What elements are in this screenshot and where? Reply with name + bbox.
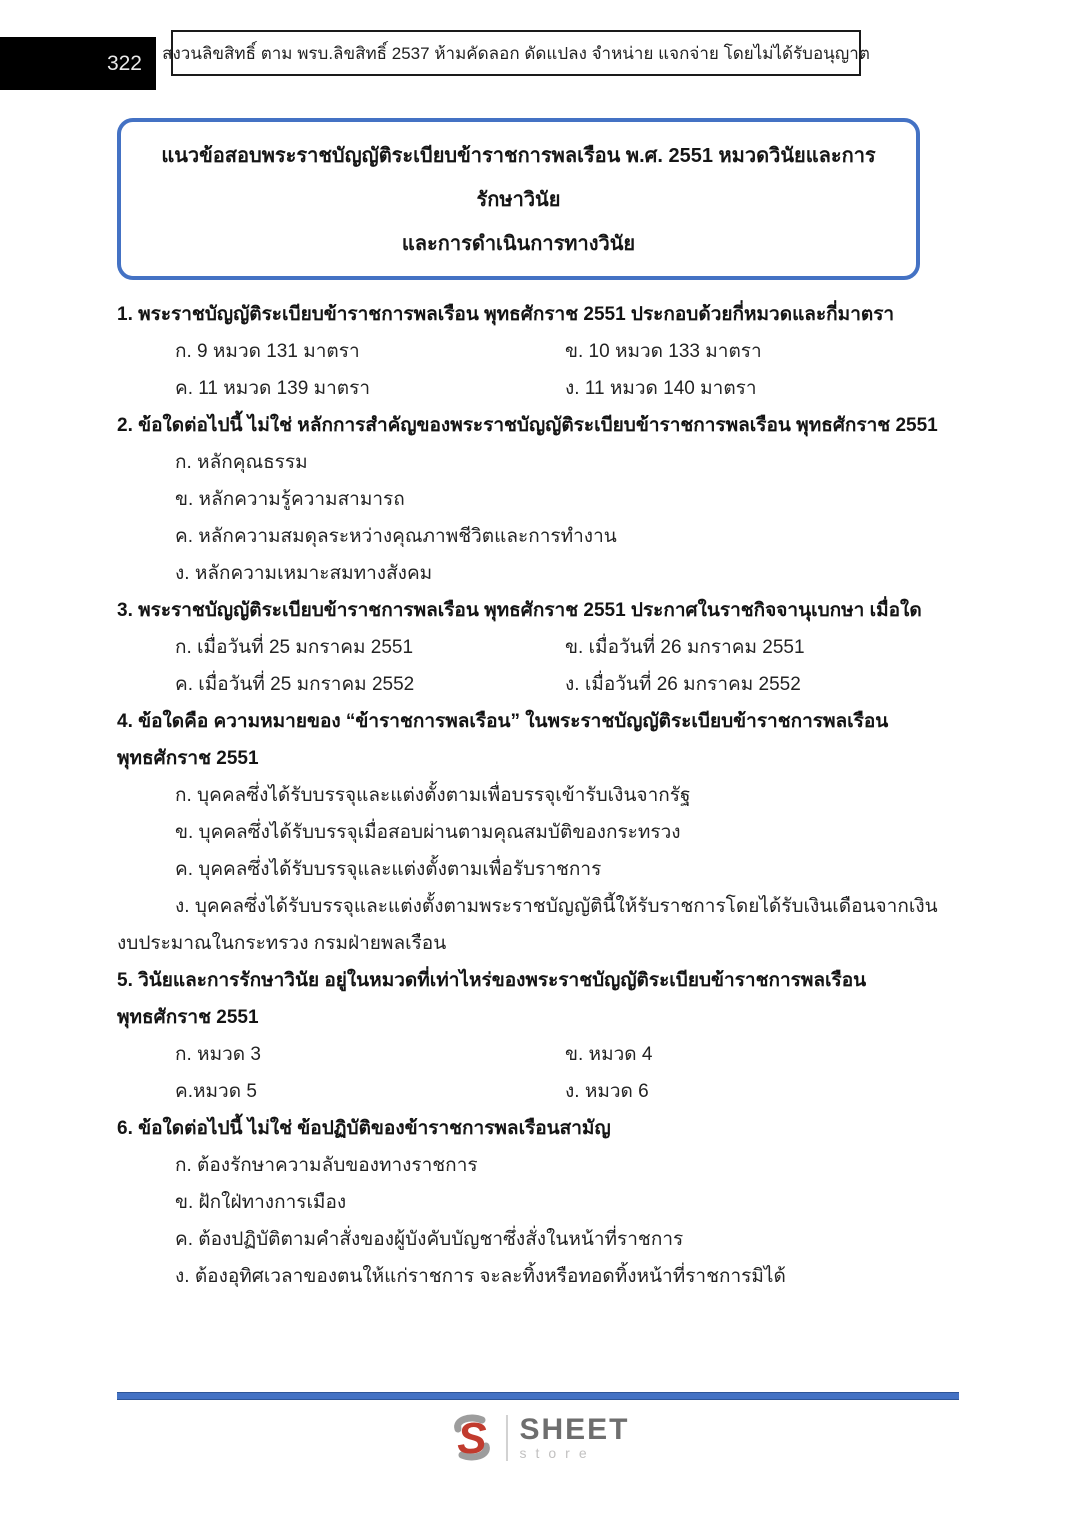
question-text: 4. ข้อใดคือ ความหมายของ “ข้าราชการพลเรือน” ในพระราชบัญญัติระเบียบข้าราชการพลเรือน พุทธศักราช 2551 <box>117 711 889 769</box>
option-b: ข. บุคคลซึ่งได้รับบรรจุเมื่อสอบผ่านตามคุณสมบัติของกระทรวง <box>175 822 681 843</box>
options-list <box>117 629 958 703</box>
question-text: 3. พระราชบัญญัติระเบียบข้าราชการพลเรือน พุทธศักราช 2551 ประกาศในราชกิจจานุเบกษา เมื่อใด <box>117 600 922 621</box>
option-c: ค. ต้องปฏิบัติตามคำสั่งของผู้บังคับบัญชาซึ่งสั่งในหน้าที่ราชการ <box>175 1229 684 1250</box>
page-number-box <box>0 37 156 90</box>
question-4 <box>117 703 958 962</box>
option-a: ก. หมวด 3 <box>175 1044 261 1065</box>
question-text: 2. ข้อใดต่อไปนี้ ไม่ใช่ หลักการสำคัญของพระราชบัญญัติระเบียบข้าราชการพลเรือน พุทธศักราช 2551 <box>117 415 938 436</box>
sheetstore-s-icon <box>445 1412 497 1464</box>
document-body <box>117 118 958 1295</box>
question-1 <box>117 296 958 407</box>
option-b: ข. หมวด 4 <box>565 1044 653 1065</box>
option-a: ก. เมื่อวันที่ 25 มกราคม 2551 <box>175 637 414 658</box>
option-c: ค. เมื่อวันที่ 25 มกราคม 2552 <box>175 674 415 695</box>
options-list <box>117 333 958 407</box>
options-list <box>117 1147 958 1295</box>
options-list <box>117 1036 958 1110</box>
option-c: ค. หลักความสมดุลระหว่างคุณภาพชีวิตและการทำงาน <box>175 526 617 547</box>
exam-title-box <box>117 118 920 280</box>
question-2 <box>117 407 958 592</box>
option-b: ข. หลักความรู้ความสามารถ <box>175 489 405 510</box>
logo-wordmark <box>519 1415 629 1461</box>
option-d: ง. ต้องอุทิศเวลาของตนให้แก่ราชการ จะละทิ้งหรือทอดทิ้งหน้าที่ราชการมิได้ <box>175 1266 786 1287</box>
option-b: ข. ฝักใฝ่ทางการเมือง <box>175 1192 347 1213</box>
footer-divider-line <box>117 1392 959 1400</box>
logo-sub-text: store <box>519 1445 596 1461</box>
option-d: ง. 11 หมวด 140 มาตรา <box>565 378 757 399</box>
exam-title-line1: แนวข้อสอบพระราชบัญญัติระเบียบข้าราชการพลเรือน พ.ศ. 2551 หมวดวินัยและการรักษาวินัย <box>161 145 876 211</box>
option-a: ก. บุคคลซึ่งได้รับบรรจุและแต่งตั้งตามเพื่อบรรจุเข้ารับเงินจากรัฐ <box>175 785 691 806</box>
option-a: ก. หลักคุณธรรม <box>175 452 308 473</box>
option-a: ก. 9 หมวด 131 มาตรา <box>175 341 360 362</box>
option-d: ง. หลักความเหมาะสมทางสังคม <box>175 563 433 584</box>
sheetstore-logo <box>445 1412 629 1464</box>
copyright-text: สงวนลิขสิทธิ์ ตาม พรบ.ลิขสิทธิ์ 2537 ห้ามคัดลอก ดัดแปลง จำหน่าย แจกจ่าย โดยไม่ได้รับอนุญาต <box>162 43 870 63</box>
question-text: 6. ข้อใดต่อไปนี้ ไม่ใช่ ข้อปฏิบัติของข้าราชการพลเรือนสามัญ <box>117 1118 611 1139</box>
svg-text:S: S <box>456 1414 487 1463</box>
options-list <box>117 444 958 592</box>
logo-brand-text: SHEET <box>519 1413 630 1446</box>
question-6 <box>117 1110 958 1295</box>
question-3 <box>117 592 958 703</box>
option-d: ง. หมวด 6 <box>565 1081 649 1102</box>
copyright-notice-box <box>162 30 870 76</box>
question-text: 1. พระราชบัญญัติระเบียบข้าราชการพลเรือน พุทธศักราช 2551 ประกอบด้วยกี่หมวดและกี่มาตรา <box>117 304 895 325</box>
option-c: ค. 11 หมวด 139 มาตรา <box>175 378 370 399</box>
logo-divider <box>505 1415 507 1461</box>
option-a: ก. ต้องรักษาความลับของทางราชการ <box>175 1155 478 1176</box>
option-d: ง. เมื่อวันที่ 26 มกราคม 2552 <box>565 674 801 695</box>
question-text: 5. วินัยและการรักษาวินัย อยู่ในหมวดที่เท่าไหร่ของพระราชบัญญัติระเบียบข้าราชการพลเรือน พุทธศักราช 2551 <box>117 970 867 1028</box>
option-c: ค. บุคคลซึ่งได้รับบรรจุและแต่งตั้งตามเพื่อรับราชการ <box>175 859 602 880</box>
page-number: 322 <box>106 51 142 75</box>
option-b: ข. 10 หมวด 133 มาตรา <box>565 341 762 362</box>
option-c: ค.หมวด 5 <box>175 1081 257 1102</box>
option-b: ข. เมื่อวันที่ 26 มกราคม 2551 <box>565 637 805 658</box>
options-list <box>117 777 958 962</box>
question-5 <box>117 962 958 1110</box>
option-d: ง. บุคคลซึ่งได้รับบรรจุและแต่งตั้งตามพระราชบัญญัตินี้ให้รับราชการโดยได้รับเงินเดือนจากเงินงบประมาณในกระทรวง กรมฝ่ายพลเรือน <box>117 896 938 954</box>
exam-title-line2: และการดำเนินการทางวินัย <box>401 233 636 255</box>
